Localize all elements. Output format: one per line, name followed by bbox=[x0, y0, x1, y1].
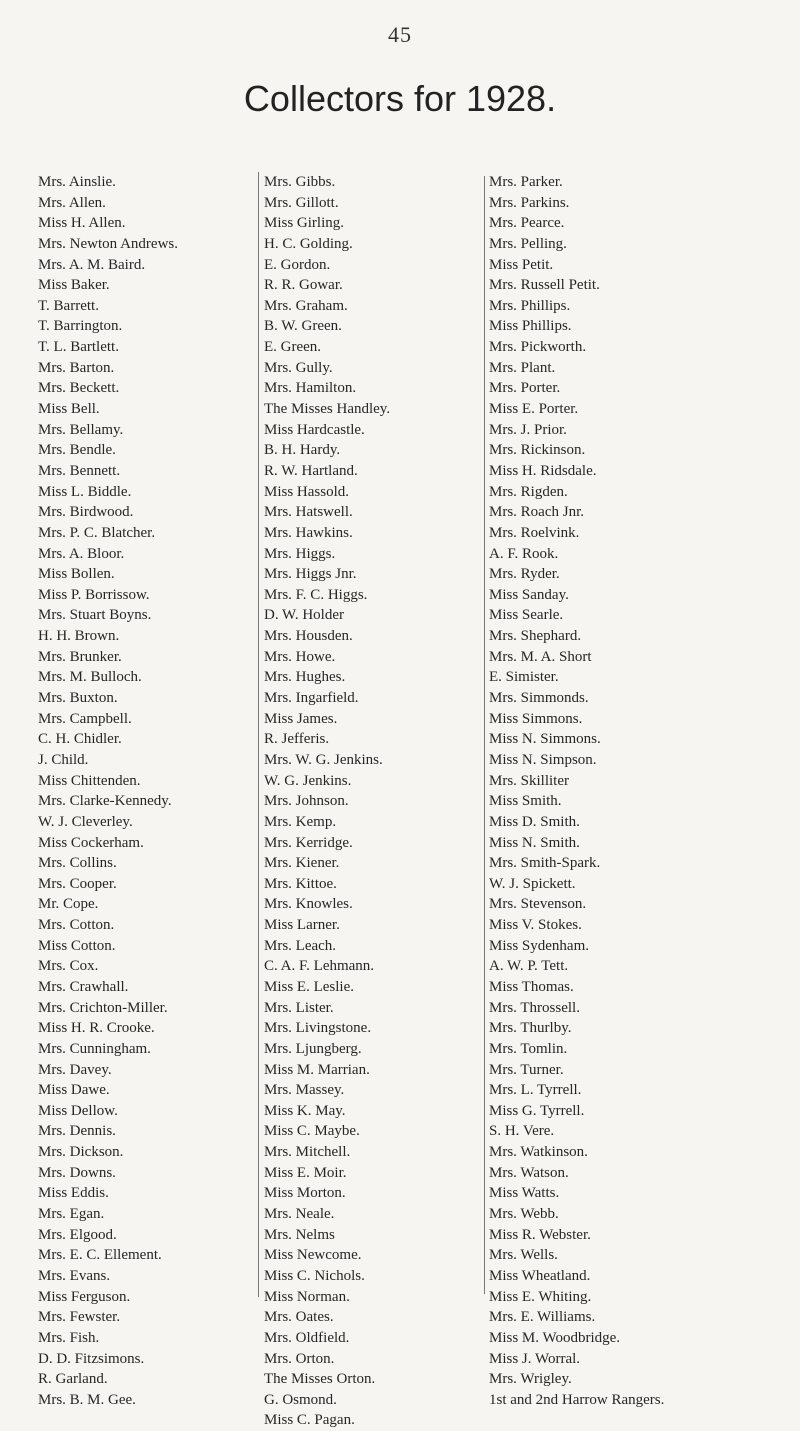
collector-name: Mrs. Howe. bbox=[264, 648, 336, 665]
collector-name: The Misses Handley. bbox=[264, 401, 391, 418]
collector-name: Mrs. Egan. bbox=[38, 1206, 105, 1223]
collector-name: Mrs. Smith-Spark. bbox=[489, 855, 601, 872]
collector-name: Mrs. Ryder. bbox=[489, 566, 560, 583]
collector-name: Mrs. Hughes. bbox=[264, 669, 346, 686]
collector-name: Mrs. Newton Andrews. bbox=[38, 235, 178, 252]
collector-name: Mrs. A. Bloor. bbox=[38, 545, 125, 562]
collector-name: Miss Thomas. bbox=[489, 978, 574, 995]
collector-name: Miss H. Ridsdale. bbox=[489, 462, 597, 479]
collector-name: Miss Sanday. bbox=[489, 586, 569, 603]
collector-name: 1st and 2nd Harrow Rangers. bbox=[489, 1391, 665, 1408]
collector-name: Mrs. Stuart Boyns. bbox=[38, 607, 152, 624]
page-title: Collectors for 1928. bbox=[243, 78, 557, 119]
collector-name: Mrs. Beckett. bbox=[38, 380, 120, 397]
collector-name: Mrs. Gillott. bbox=[264, 194, 339, 211]
collector-name: Mrs. Gibbs. bbox=[264, 174, 336, 190]
collector-name: Mrs. M. Bulloch. bbox=[38, 669, 142, 686]
column-divider bbox=[258, 172, 259, 1297]
collector-name: Mrs. Orton. bbox=[264, 1350, 335, 1367]
collector-name: Miss N. Simmons. bbox=[489, 731, 601, 748]
collector-name: Miss M. Woodbridge. bbox=[489, 1329, 621, 1346]
collector-name: G. Osmond. bbox=[264, 1391, 337, 1408]
collector-name: Mrs. Crichton-Miller. bbox=[38, 999, 168, 1016]
collector-name: R. Garland. bbox=[38, 1371, 108, 1388]
collector-name: Mrs. Roelvink. bbox=[489, 524, 580, 541]
collector-name: Mrs. Kemp. bbox=[264, 813, 337, 830]
collector-name: Mrs. Hatswell. bbox=[264, 504, 353, 521]
collector-name: Mrs. Brunker. bbox=[38, 648, 122, 665]
collector-name: R. W. Hartland. bbox=[264, 462, 358, 479]
collector-name: Miss Cotton. bbox=[38, 937, 116, 954]
collector-name: H. C. Golding. bbox=[264, 235, 353, 252]
collector-name: Mrs. P. C. Blatcher. bbox=[38, 524, 156, 541]
collector-name: C. A. F. Lehmann. bbox=[264, 958, 375, 975]
collector-name: Miss K. May. bbox=[264, 1102, 346, 1119]
collector-name: Mrs. Davey. bbox=[38, 1061, 112, 1078]
collector-name: Miss Ferguson. bbox=[38, 1288, 131, 1305]
collector-name: Miss Newcome. bbox=[264, 1247, 362, 1264]
collector-name: S. H. Vere. bbox=[489, 1123, 555, 1140]
collector-name: Miss H. R. Crooke. bbox=[38, 1020, 155, 1037]
collector-name: Mrs. Stevenson. bbox=[489, 896, 587, 913]
collector-name: Mrs. Ingarfield. bbox=[264, 690, 359, 707]
collector-name: Mrs. Downs. bbox=[38, 1164, 116, 1181]
collector-name: W. J. Cleverley. bbox=[38, 813, 133, 830]
collector-name: Mrs. Allen. bbox=[38, 194, 106, 211]
collector-name: B. H. Hardy. bbox=[264, 442, 341, 459]
collector-name: Mrs. Watkinson. bbox=[489, 1144, 588, 1161]
collector-name: Mrs. Parkins. bbox=[489, 194, 570, 211]
page-number: 45 bbox=[388, 22, 412, 47]
collector-name: W. G. Jenkins. bbox=[264, 772, 352, 789]
collector-name: Miss C. Nichols. bbox=[264, 1267, 365, 1284]
collector-name: Mrs. Rickinson. bbox=[489, 442, 586, 459]
collector-name: Mrs. Wells. bbox=[489, 1247, 558, 1264]
collector-name: Mrs. E. Williams. bbox=[489, 1309, 596, 1326]
collector-name: Miss Larner. bbox=[264, 917, 340, 934]
collector-name: Mrs. Leach. bbox=[264, 937, 337, 954]
collector-name: C. H. Chidler. bbox=[38, 731, 122, 748]
collector-name: Mrs. Ainslie. bbox=[38, 174, 116, 190]
collector-name: Mrs. Watson. bbox=[489, 1164, 569, 1181]
collector-name: D. D. Fitzsimons. bbox=[38, 1350, 145, 1367]
collectors-column-1 bbox=[38, 172, 178, 1410]
collector-name: Mrs. Higgs Jnr. bbox=[264, 566, 357, 583]
collector-name: Miss C. Pagan. bbox=[264, 1412, 355, 1429]
collector-name: Mrs. Elgood. bbox=[38, 1226, 117, 1243]
collector-name: Miss E. Porter. bbox=[489, 401, 579, 418]
collector-name: Miss Petit. bbox=[489, 256, 554, 273]
collector-name: Mrs. Dennis. bbox=[38, 1123, 116, 1140]
collector-name: The Misses Orton. bbox=[264, 1371, 376, 1388]
collector-name: Mrs. Nelms bbox=[264, 1226, 335, 1243]
collector-name: Mrs. Buxton. bbox=[38, 690, 118, 707]
collector-name: Mrs. Clarke-Kennedy. bbox=[38, 793, 172, 810]
collector-name: Mrs. Skilliter bbox=[489, 772, 570, 789]
collector-name: J. Child. bbox=[38, 751, 89, 768]
collector-name: Mrs. Birdwood. bbox=[38, 504, 134, 521]
collector-name: Mrs. Fish. bbox=[38, 1329, 100, 1346]
collector-name: Miss Phillips. bbox=[489, 318, 572, 335]
collector-name: Miss Morton. bbox=[264, 1185, 346, 1202]
collector-name: Mrs. Cooper. bbox=[38, 875, 117, 892]
collector-name: Miss James. bbox=[264, 710, 338, 727]
collector-name: Miss Chittenden. bbox=[38, 772, 141, 789]
collector-name: Miss D. Smith. bbox=[489, 813, 580, 830]
collector-name: Miss V. Stokes. bbox=[489, 917, 582, 934]
collector-name: Mrs. B. M. Gee. bbox=[38, 1391, 136, 1408]
collector-name: Mrs. L. Tyrrell. bbox=[489, 1082, 582, 1099]
collector-name: Mrs. Phillips. bbox=[489, 297, 571, 314]
collector-name: B. W. Green. bbox=[264, 318, 342, 335]
collector-name: Miss Girling. bbox=[264, 215, 345, 232]
collector-name: Mrs. Tomlin. bbox=[489, 1040, 568, 1057]
collector-name: Mrs. Pickworth. bbox=[489, 339, 587, 356]
collector-name: Mrs. Pelling. bbox=[489, 235, 567, 252]
collector-name: Mrs. W. G. Jenkins. bbox=[264, 751, 383, 768]
collector-name: Mrs. Bendle. bbox=[38, 442, 116, 459]
collector-name: Mrs. Simmonds. bbox=[489, 690, 589, 707]
collector-name: Miss Norman. bbox=[264, 1288, 350, 1305]
collector-name: Miss P. Borrissow. bbox=[38, 586, 150, 603]
collector-name: Miss J. Worral. bbox=[489, 1350, 581, 1367]
collector-name: Mrs. Russell Petit. bbox=[489, 277, 600, 294]
collector-name: Mrs. Cunningham. bbox=[38, 1040, 151, 1057]
column-divider bbox=[484, 176, 485, 1294]
collector-name: Mrs. Webb. bbox=[489, 1206, 559, 1223]
collector-name: Miss G. Tyrrell. bbox=[489, 1102, 585, 1119]
collector-name: Miss Eddis. bbox=[38, 1185, 109, 1202]
collector-name: Mrs. Bellamy. bbox=[38, 421, 124, 438]
collector-name: Mrs. Dickson. bbox=[38, 1144, 124, 1161]
collector-name: Miss L. Biddle. bbox=[38, 483, 132, 500]
collector-name: Mrs. Johnson. bbox=[264, 793, 349, 810]
collector-name: Mrs. Cotton. bbox=[38, 917, 115, 934]
collector-name: A. F. Rook. bbox=[489, 545, 559, 562]
collector-name: Mrs. Pearce. bbox=[489, 215, 565, 232]
collector-name: Mrs. Lister. bbox=[264, 999, 334, 1016]
collector-name: Miss Hassold. bbox=[264, 483, 350, 500]
collector-name: Miss Sydenham. bbox=[489, 937, 590, 954]
collector-name: Mrs. Porter. bbox=[489, 380, 561, 397]
collector-name: Mrs. Ljungberg. bbox=[264, 1040, 362, 1057]
collector-name: Mrs. Barton. bbox=[38, 359, 115, 376]
collector-name: Miss Hardcastle. bbox=[264, 421, 365, 438]
collector-name: Miss Smith. bbox=[489, 793, 562, 810]
collector-name: Miss Watts. bbox=[489, 1185, 560, 1202]
collector-name: E. Simister. bbox=[489, 669, 559, 686]
collector-name: Mrs. J. Prior. bbox=[489, 421, 567, 438]
collector-name: E. Green. bbox=[264, 339, 322, 356]
collector-name: Miss Searle. bbox=[489, 607, 564, 624]
collector-name: Mrs. Thurlby. bbox=[489, 1020, 572, 1037]
collector-name: Mrs. Gully. bbox=[264, 359, 333, 376]
collector-name: Miss M. Marrian. bbox=[264, 1061, 370, 1078]
collector-name: W. J. Spickett. bbox=[489, 875, 576, 892]
collector-name: Miss H. Allen. bbox=[38, 215, 126, 232]
collector-name: Miss Dellow. bbox=[38, 1102, 118, 1119]
collector-name: Mrs. Housden. bbox=[264, 628, 353, 645]
collector-name: R. R. Gowar. bbox=[264, 277, 343, 294]
collector-name: Miss Wheatland. bbox=[489, 1267, 591, 1284]
collector-name: Miss E. Whiting. bbox=[489, 1288, 592, 1305]
collector-name: Miss N. Smith. bbox=[489, 834, 580, 851]
collector-name: Mrs. Campbell. bbox=[38, 710, 132, 727]
collector-name: Mrs. Higgs. bbox=[264, 545, 336, 562]
collector-name: Mrs. Crawhall. bbox=[38, 978, 129, 995]
collector-name: Miss E. Leslie. bbox=[264, 978, 354, 995]
collector-name: T. Barrett. bbox=[38, 297, 99, 314]
collector-name: Mrs. Bennett. bbox=[38, 462, 121, 479]
collector-name: Miss C. Maybe. bbox=[264, 1123, 360, 1140]
collector-name: Miss E. Moir. bbox=[264, 1164, 347, 1181]
collector-name: Mrs. Massey. bbox=[264, 1082, 345, 1099]
collector-name: Mrs. Turner. bbox=[489, 1061, 564, 1078]
collector-name: Miss Bollen. bbox=[38, 566, 115, 583]
collector-name: R. Jefferis. bbox=[264, 731, 330, 748]
collector-name: Miss Baker. bbox=[38, 277, 110, 294]
collector-name: A. W. P. Tett. bbox=[489, 958, 569, 975]
collector-name: T. L. Bartlett. bbox=[38, 339, 119, 356]
collector-name: Mrs. Throssell. bbox=[489, 999, 580, 1016]
collector-name: E. Gordon. bbox=[264, 256, 331, 273]
collector-name: Mrs. F. C. Higgs. bbox=[264, 586, 368, 603]
collector-name: Mrs. Fewster. bbox=[38, 1309, 121, 1326]
collector-name: T. Barrington. bbox=[38, 318, 123, 335]
collector-name: Mrs. Oldfield. bbox=[264, 1329, 350, 1346]
collector-name: Mr. Cope. bbox=[38, 896, 99, 913]
collector-name: Mrs. Collins. bbox=[38, 855, 117, 872]
collector-name: Miss Cockerham. bbox=[38, 834, 144, 851]
collector-name: Mrs. Kiener. bbox=[264, 855, 340, 872]
collector-name: D. W. Holder bbox=[264, 607, 344, 624]
collector-name: H. H. Brown. bbox=[38, 628, 120, 645]
collector-name: Mrs. Shephard. bbox=[489, 628, 582, 645]
collector-name: Mrs. Cox. bbox=[38, 958, 99, 975]
collector-name: Mrs. A. M. Baird. bbox=[38, 256, 146, 273]
collector-name: Mrs. Oates. bbox=[264, 1309, 334, 1326]
collectors-column-2 bbox=[264, 172, 390, 1431]
collector-name: Mrs. Evans. bbox=[38, 1267, 111, 1284]
collector-name: Mrs. Kerridge. bbox=[264, 834, 353, 851]
collector-name: Mrs. Livingstone. bbox=[264, 1020, 372, 1037]
collector-name: Miss Bell. bbox=[38, 401, 100, 418]
collector-name: Mrs. Roach Jnr. bbox=[489, 504, 584, 521]
collector-name: Mrs. Graham. bbox=[264, 297, 348, 314]
collector-name: Mrs. Hawkins. bbox=[264, 524, 353, 541]
collector-name: Mrs. E. C. Ellement. bbox=[38, 1247, 162, 1264]
collector-name: Miss Simmons. bbox=[489, 710, 583, 727]
collector-name: Mrs. Wrigley. bbox=[489, 1371, 572, 1388]
collector-name: Mrs. Parker. bbox=[489, 174, 563, 190]
collector-name: Mrs. Knowles. bbox=[264, 896, 353, 913]
collector-name: Miss R. Webster. bbox=[489, 1226, 591, 1243]
collector-name: Mrs. M. A. Short bbox=[489, 648, 592, 665]
collector-name: Mrs. Mitchell. bbox=[264, 1144, 351, 1161]
collector-name: Mrs. Kittoe. bbox=[264, 875, 337, 892]
collector-name: Mrs. Neale. bbox=[264, 1206, 335, 1223]
collector-name: Miss N. Simpson. bbox=[489, 751, 597, 768]
collector-name: Mrs. Hamilton. bbox=[264, 380, 357, 397]
collector-name: Miss Dawe. bbox=[38, 1082, 110, 1099]
collectors-column-3 bbox=[489, 172, 664, 1410]
collector-name: Mrs. Plant. bbox=[489, 359, 556, 376]
collector-name: Mrs. Rigden. bbox=[489, 483, 568, 500]
